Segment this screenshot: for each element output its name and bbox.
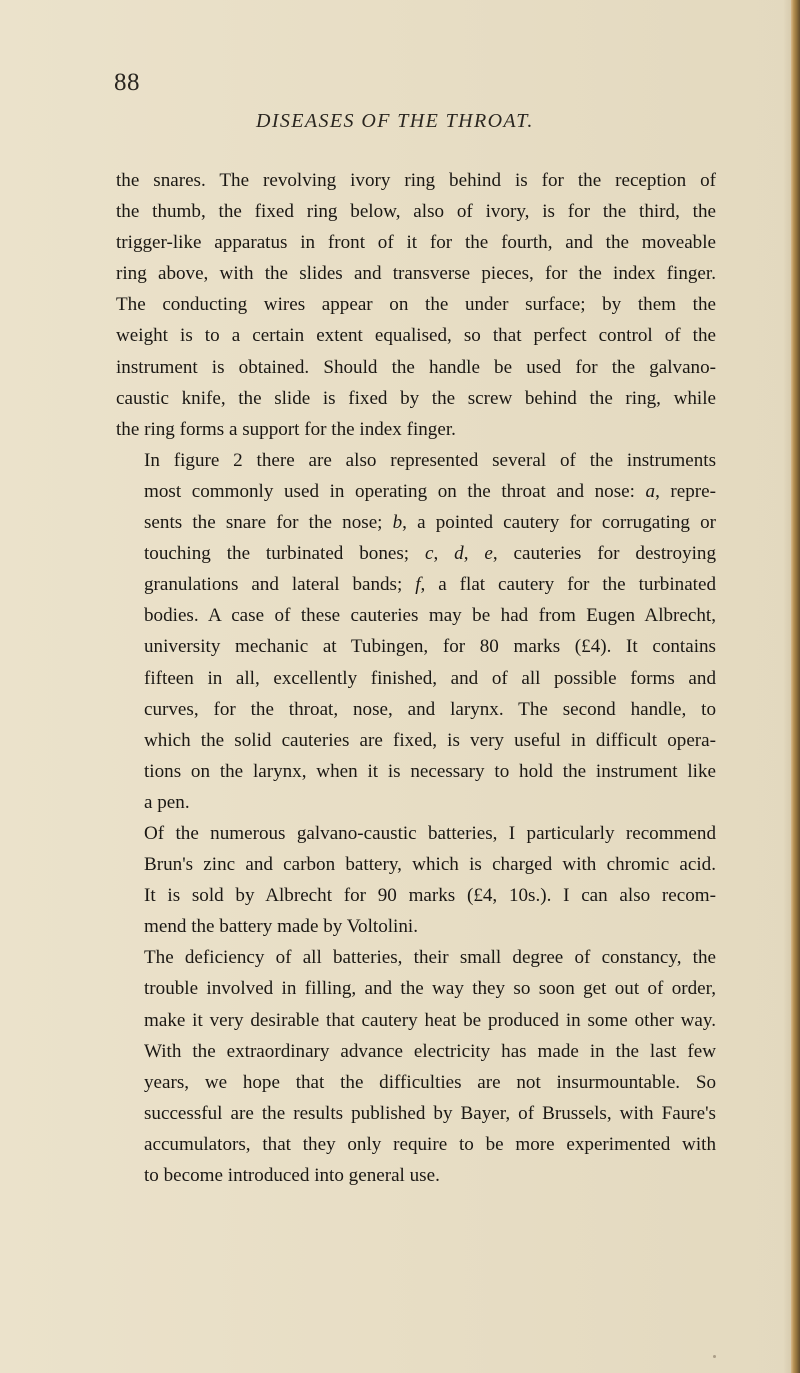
text-line: make it very desirable that cautery heat be produced in some other way. — [144, 1009, 716, 1031]
page-number: 88 — [114, 69, 140, 96]
text-line: the snares. The revolving ivory ring behind is for the reception of — [116, 170, 716, 191]
text-line: most commonly used in operating on the throat and nose: a, repre- — [144, 480, 716, 502]
text-line: to become introduced into general use. — [144, 1165, 440, 1186]
text-line: a pen. — [144, 791, 190, 813]
text-line: fifteen in all, excellently finished, and of all possible forms and — [144, 667, 716, 689]
text-line: caustic knife, the slide is fixed by the screw behind the ring, while — [116, 387, 716, 409]
text-line: university mechanic at Tubingen, for 80 marks (£4). It contains — [144, 636, 716, 658]
running-head: DISEASES OF THE THROAT. — [256, 110, 534, 132]
text-line: sents the snare for the nose; b, a pointed cautery for corrugating or — [144, 512, 716, 534]
text-line: weight is to a certain extent equalised, so that perfect control of the — [116, 325, 716, 347]
paragraph — [116, 445, 716, 818]
text-line: trigger-like apparatus in front of it for the fourth, and the moveable — [116, 232, 716, 254]
text-line: curves, for the throat, nose, and larynx. The second handle, to — [144, 698, 716, 720]
text-line: the ring forms a support for the index finger. — [116, 418, 456, 440]
text-line: The deficiency of all batteries, their small degree of constancy, the — [144, 947, 716, 969]
paper-speck — [713, 1355, 716, 1358]
body-text — [116, 165, 716, 1191]
text-line: accumulators, that they only require to be more experimented with — [144, 1133, 716, 1155]
text-line: The conducting wires appear on the under surface; by them the — [116, 294, 716, 316]
paragraph — [116, 942, 716, 1191]
text-line: bodies. A case of these cauteries may be had from Eugen Albrecht, — [144, 605, 716, 627]
text-line: tions on the larynx, when it is necessary to hold the instrument like — [144, 760, 716, 782]
text-line: Of the numerous galvano-caustic batteries, I particularly recommend — [144, 822, 716, 844]
text-line: It is sold by Albrecht for 90 marks (£4, 10s.). I can also recom- — [144, 885, 716, 907]
text-line: In figure 2 there are also represented several of the instruments — [144, 449, 716, 471]
text-line: touching the turbinated bones; c, d, e, cauteries for destroying — [144, 543, 717, 565]
text-line: ring above, with the slides and transverse pieces, for the index finger. — [116, 263, 716, 285]
text-line: With the extraordinary advance electricity has made in the last few — [144, 1040, 716, 1062]
text-line: trouble involved in filling, and the way they so soon get out of order, — [144, 978, 716, 1000]
text-line: Brun's zinc and carbon battery, which is charged with chromic acid. — [144, 854, 716, 876]
text-line: granulations and lateral bands; f, a flat cautery for the turbinated — [144, 574, 716, 596]
text-line: which the solid cauteries are fixed, is very useful in difficult opera- — [144, 729, 716, 751]
text-line: years, we hope that the difficulties are not insurmountable. So — [144, 1071, 716, 1093]
paragraph — [116, 818, 716, 942]
text-line: successful are the results published by Bayer, of Brussels, with Faure's — [144, 1102, 716, 1124]
text-line: mend the battery made by Voltolini. — [144, 916, 418, 938]
paragraph — [116, 165, 716, 445]
text-line: instrument is obtained. Should the handle be used for the galvano- — [116, 356, 716, 378]
text-line: the thumb, the fixed ring below, also of ivory, is for the third, the — [116, 201, 716, 223]
page-edge-stain — [791, 0, 800, 1373]
